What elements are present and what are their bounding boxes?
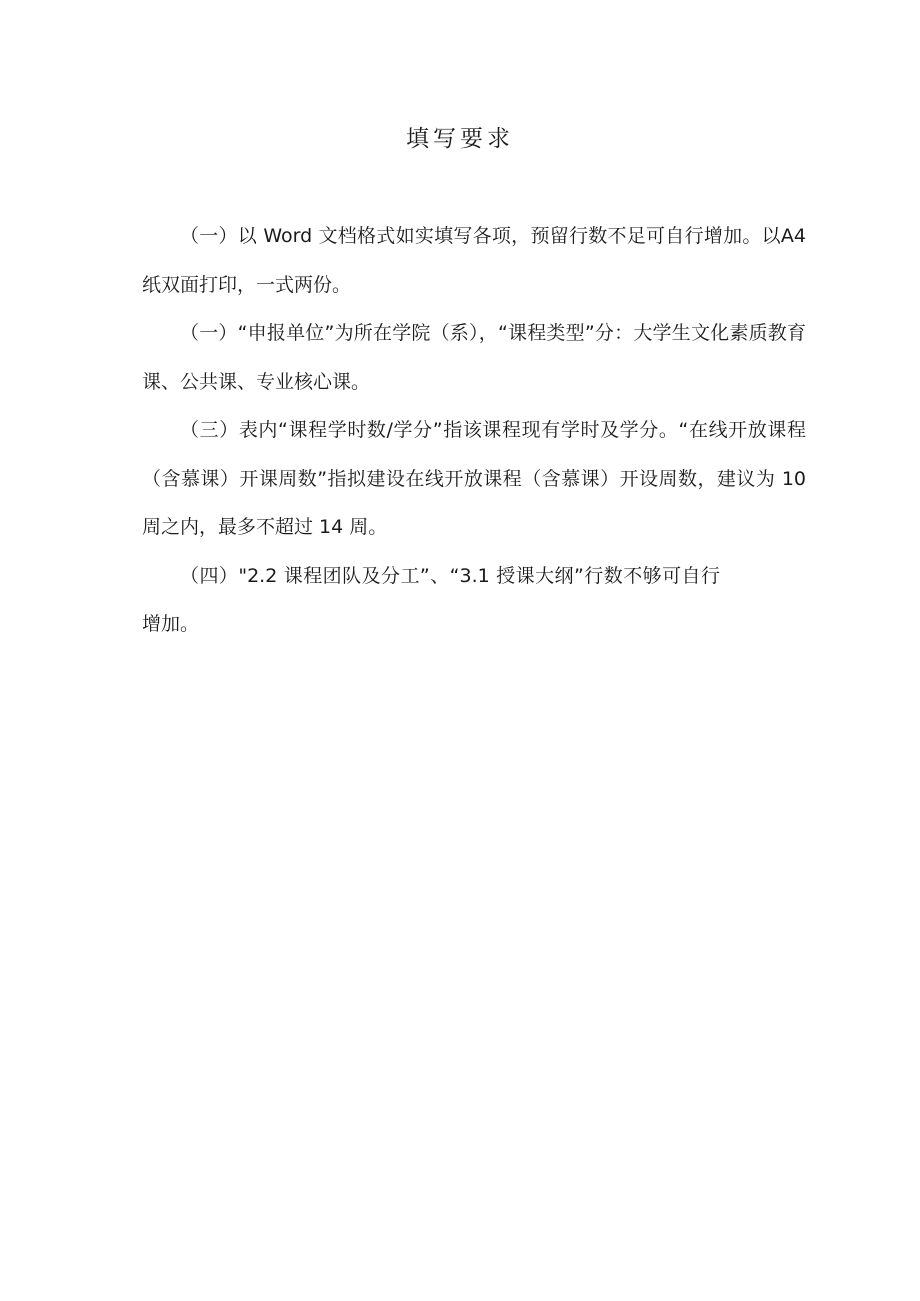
requirement-paragraph-2: （一）“申报单位”为所在学院（系），“课程类型”分：大学生文化素质教育课、公共课、专业核心课。 <box>142 322 806 393</box>
requirement-paragraph-4: （四）"2.2 课程团队及分工”、“3.1 授课大纲”行数不够可自行增加。 <box>142 564 720 635</box>
requirement-paragraph-3: （三）表内“课程学时数/学分”指该课程现有学时及学分。“在线开放课程（含慕课）开课周数”指拟建设在线开放课程（含慕课）开设周数，建议为 10 周之内，最多不超过 14 周。 <box>142 419 806 538</box>
document-title: 填写要求 <box>406 126 514 152</box>
requirement-paragraph-1: （一）以 Word 文档格式如实填写各项，预留行数不足可自行增加。以A4 纸双面打印，一式两份。 <box>142 225 806 296</box>
requirements-body <box>142 212 806 649</box>
